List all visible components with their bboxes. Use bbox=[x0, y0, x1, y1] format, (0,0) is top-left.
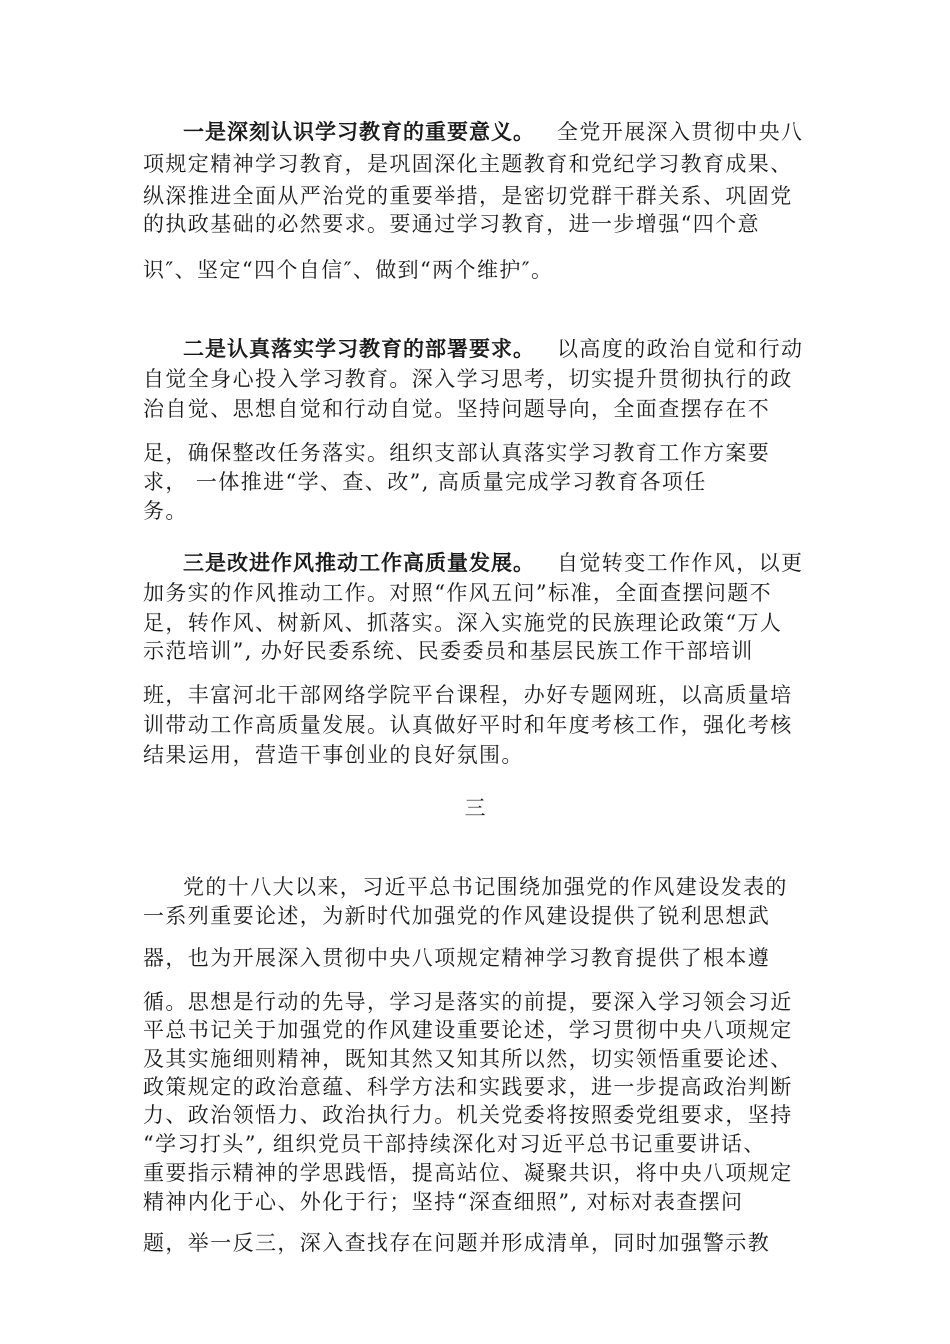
part-heading: 三 bbox=[464, 796, 486, 820]
section3-first-line bbox=[183, 549, 803, 577]
section1-line-3: 的执政基础的必然要求。要通过学习教育，进一步增强“四个意 bbox=[143, 212, 760, 236]
section4-line-4: 平总书记关于加强党的作风建设重要论述，学习贯彻中央八项规定 bbox=[143, 1018, 793, 1042]
section4-line-9: 重要指示精神的学思践悟，提高站位、凝聚共识，将中央八项规定 bbox=[143, 1161, 793, 1185]
section2-line-2: 治自觉、思想自觉和行动自觉。坚持问题导向，全面查摆存在不 bbox=[143, 397, 771, 421]
section4-line-10: 精神内化于心、外化于行；坚持“深查细照”, 对标对表查摆问 bbox=[143, 1190, 744, 1214]
section1-line-4: 识″、坚定“四个自信″、做到“两个维护″。 bbox=[143, 258, 554, 282]
section2-line-5: 务。 bbox=[143, 499, 188, 523]
section4-line-5: 及其实施细则精神，既知其然又知其所以然，切实领悟重要论述、 bbox=[143, 1047, 793, 1071]
section2-lead: 二是认真落实学习教育的部署要求。 bbox=[183, 336, 535, 361]
section4-line-7: 力、政治领悟力、政治执行力。机关党委将按照委党组要求，坚持 bbox=[143, 1103, 793, 1127]
section4-line-2: 器，也为开展深入贯彻中央八项规定精神学习教育提供了根本遵 bbox=[143, 946, 771, 970]
section2-line-3: 足，确保整改任务落实。组织支部认真落实学习教育工作方案要 bbox=[143, 441, 771, 465]
section3-line-6: 结果运用，营造干事创业的良好氛围。 bbox=[143, 743, 524, 767]
section2-line-0: 以高度的政治自觉和行动 bbox=[557, 337, 804, 361]
section4-line-11: 题，举一反三，深入查找存在问题并形成清单，同时加强警示教 bbox=[143, 1231, 771, 1255]
section4-line-0: 党的十八大以来，习近平总书记围绕加强党的作风建设发表的 bbox=[183, 875, 788, 899]
section1-lead: 一是深刻认识学习教育的重要意义。 bbox=[183, 119, 535, 144]
section4-line-8: “学习打头”, 组织党员干部持续深化对习近平总书记重要讲话、 bbox=[143, 1132, 766, 1156]
section4-line-1: 一系列重要论述，为新时代加强党的作风建设提供了锐利思想武 bbox=[143, 904, 771, 928]
section2-line-1: 自觉全身心投入学习教育。深入学习思考，切实提升贯彻执行的政 bbox=[143, 367, 793, 391]
section1-first-line bbox=[183, 118, 803, 146]
section1-line-1: 项规定精神学习教育，是巩固深化主题教育和党纪学习教育成果、 bbox=[143, 152, 793, 176]
section4-line-3: 循。思想是行动的先导，学习是落实的前提，要深入学习领会习近 bbox=[143, 990, 793, 1014]
section1-line-0: 全党开展深入贯彻中央八 bbox=[557, 120, 804, 144]
section2-line-4: 求， 一体推进“学、查、改”, 高质量完成学习教育各项任 bbox=[143, 470, 707, 494]
section3-line-1: 加务实的作风推动工作。对照“作风五问”标准，全面查摆问题不 bbox=[143, 581, 773, 605]
section1-line-2: 纵深推进全面从严治党的重要举措，是密切党群干群关系、巩固党 bbox=[143, 184, 793, 208]
section2-first-line bbox=[183, 335, 803, 363]
section4-line-6: 政策规定的政治意蕴、科学方法和实践要求，进一步提高政治判断 bbox=[143, 1075, 793, 1099]
section3-line-5: 训带动工作高质量发展。认真做好平时和年度考核工作，强化考核 bbox=[143, 713, 793, 737]
section3-line-4: 班，丰富河北干部网络学院平台课程，办好专题网班，以高质量培 bbox=[143, 683, 793, 707]
section3-line-2: 足，转作风、树新风、抓落实。深入实施党的民族理论政策“万人 bbox=[143, 611, 783, 635]
section3-line-0: 自觉转变工作作风，以更 bbox=[557, 551, 804, 575]
section3-line-3: 示范培训”, 办好民委系统、民委委员和基层民族工作干部培训 bbox=[143, 639, 754, 663]
section3-lead: 三是改进作风推动工作高质量发展。 bbox=[183, 550, 535, 575]
